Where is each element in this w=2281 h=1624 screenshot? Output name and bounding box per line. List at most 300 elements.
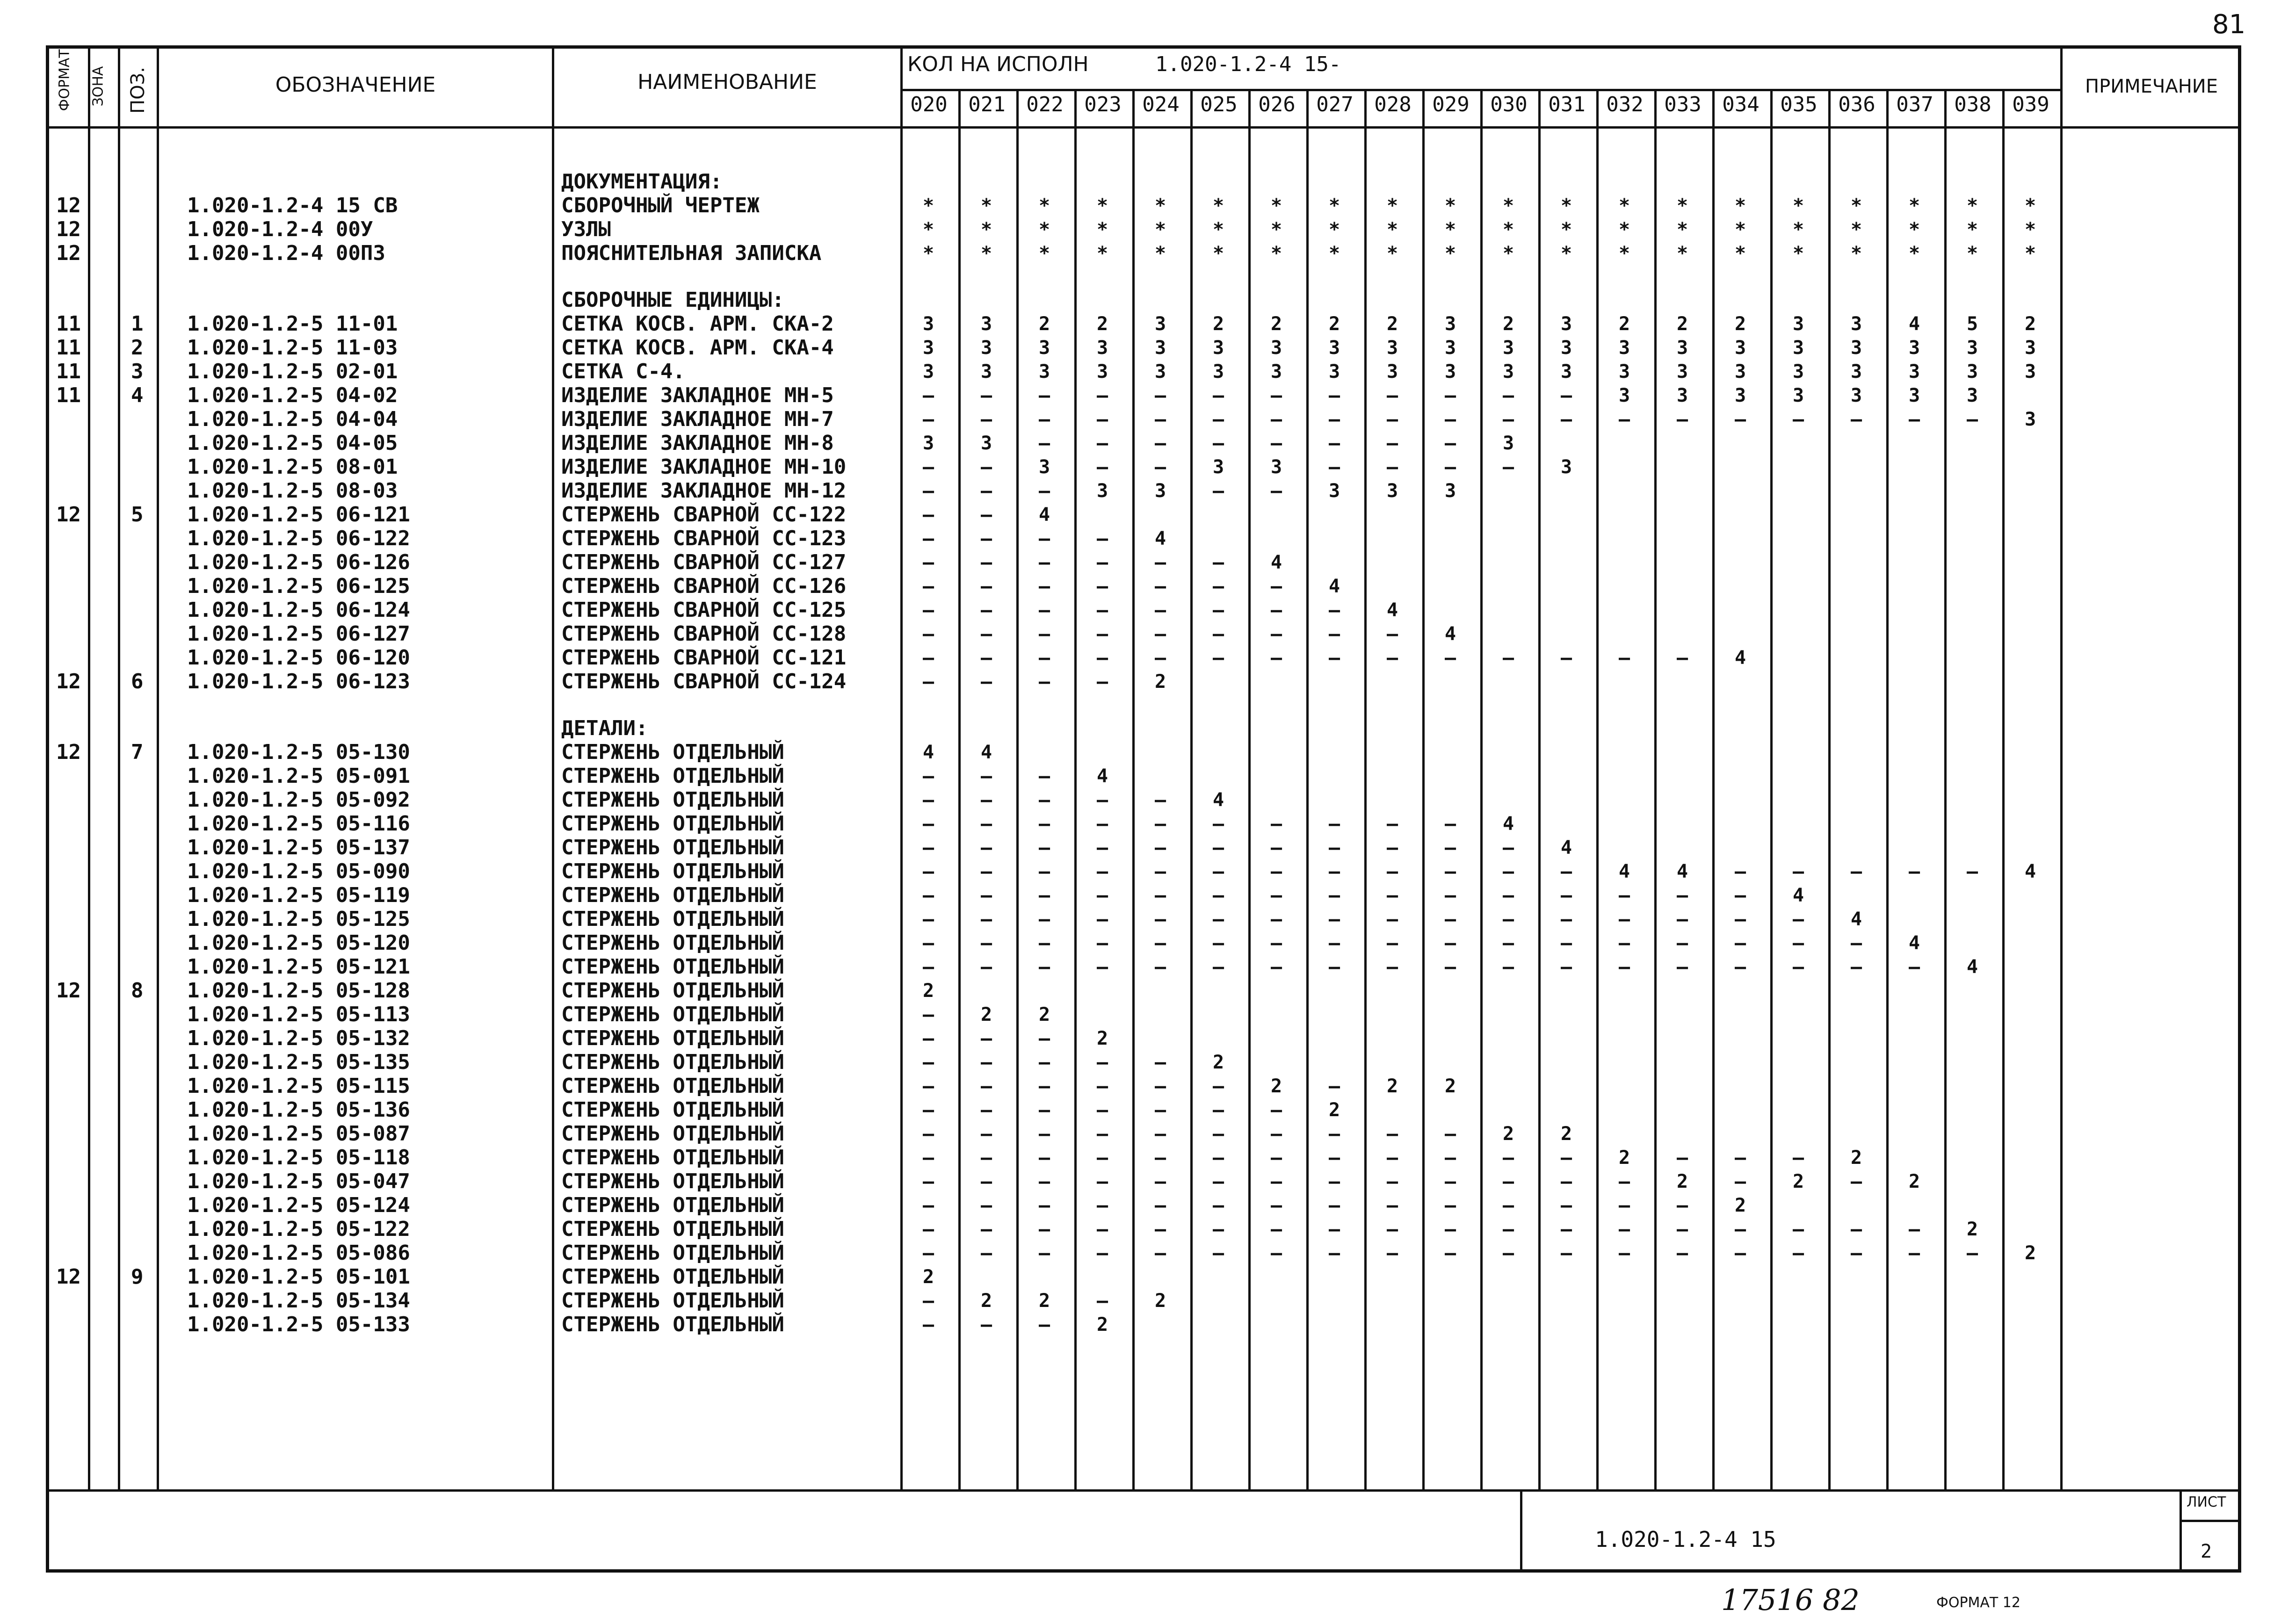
row-format: 11 <box>56 383 81 407</box>
row-qty: – <box>1850 932 1862 954</box>
row-qty: 3 <box>1966 385 1978 406</box>
handwritten-number: 17516 82 <box>1721 1583 1860 1617</box>
row-qty: * <box>1444 243 1456 264</box>
row-designation: 1.020-1.2-5 05-086 <box>187 1241 410 1265</box>
row-qty: – <box>1038 552 1050 573</box>
row-qty: – <box>1386 1147 1398 1169</box>
row-designation: 1.020-1.2-5 04-02 <box>187 383 398 407</box>
row-qty: 4 <box>1096 765 1108 787</box>
row-qty: – <box>1270 1099 1282 1121</box>
row-qty: – <box>1154 1123 1166 1145</box>
row-qty: – <box>980 885 992 906</box>
row-qty: 2 <box>980 1290 992 1312</box>
row-format: 12 <box>56 194 81 217</box>
row-qty: – <box>980 623 992 645</box>
row-qty: – <box>1096 885 1108 906</box>
row-qty: – <box>1444 385 1456 406</box>
row-qty: 3 <box>1850 385 1862 406</box>
row-name: ИЗДЕЛИЕ ЗАКЛАДНОЕ МН-12 <box>561 479 847 503</box>
row-qty: – <box>1154 1075 1166 1097</box>
designation-header: ОБОЗНАЧЕНИЕ <box>275 73 436 97</box>
row-qty: 2 <box>1096 1028 1108 1049</box>
row-qty: 3 <box>980 313 992 335</box>
row-qty: 2 <box>1908 1171 1920 1192</box>
row-qty: – <box>922 1052 934 1073</box>
row-qty: 3 <box>1676 337 1688 359</box>
row-qty: – <box>1096 385 1108 406</box>
row-designation: 1.020-1.2-5 05-135 <box>187 1050 410 1074</box>
row-qty: – <box>1444 647 1456 669</box>
row-qty: – <box>1328 456 1340 478</box>
row-qty: 3 <box>1618 385 1630 406</box>
row-qty: – <box>1038 813 1050 835</box>
row-qty: 5 <box>1966 313 1978 335</box>
row-qty: 3 <box>1212 361 1224 383</box>
footer-divider <box>1520 1489 1522 1573</box>
row-designation: 1.020-1.2-5 05-120 <box>187 931 410 955</box>
row-qty: – <box>1502 909 1514 930</box>
row-qty: – <box>1328 837 1340 859</box>
row-qty: 3 <box>1618 361 1630 383</box>
row-qty: * <box>1908 195 1920 217</box>
row-designation: 1.020-1.2-5 06-122 <box>187 527 410 550</box>
row-qty: – <box>1212 837 1224 859</box>
row-format: 12 <box>56 1265 81 1289</box>
row-qty: * <box>2024 195 2036 217</box>
row-qty: * <box>980 195 992 217</box>
row-qty: – <box>1502 956 1514 978</box>
variant-col-divider <box>1944 89 1947 1490</box>
row-qty: 4 <box>1386 599 1398 621</box>
row-qty: – <box>1502 932 1514 954</box>
row-qty: 2 <box>1038 1004 1050 1025</box>
row-qty: * <box>922 243 934 264</box>
row-name: СТЕРЖЕНЬ СВАРНОЙ СС-125 <box>561 598 847 622</box>
row-qty: * <box>1734 195 1746 217</box>
row-qty: – <box>922 837 934 859</box>
row-qty: * <box>1502 219 1514 240</box>
row-qty: – <box>980 1099 992 1121</box>
row-qty: – <box>1212 1242 1224 1264</box>
row-qty: – <box>1270 861 1282 882</box>
row-qty: – <box>1038 433 1050 454</box>
row-qty: – <box>1038 1123 1050 1145</box>
row-format: 12 <box>56 979 81 1003</box>
row-qty: – <box>1676 1147 1688 1169</box>
row-name: СТЕРЖЕНЬ ОТДЕЛЬНЫЙ <box>561 907 784 931</box>
row-qty: – <box>980 1219 992 1240</box>
row-qty: – <box>1560 385 1572 406</box>
row-qty: – <box>1270 1195 1282 1216</box>
row-qty: 3 <box>1154 337 1166 359</box>
variant-col-divider <box>1480 89 1483 1490</box>
row-qty: 3 <box>1154 361 1166 383</box>
row-qty: – <box>1096 1052 1108 1073</box>
row-qty: 2 <box>1038 313 1050 335</box>
variant-header: 033 <box>1664 93 1702 116</box>
row-qty: * <box>1328 243 1340 264</box>
row-qty: – <box>1038 671 1050 693</box>
row-qty: – <box>980 456 992 478</box>
row-name: СТЕРЖЕНЬ ОТДЕЛЬНЫЙ <box>561 1265 784 1289</box>
row-qty: – <box>1444 456 1456 478</box>
row-qty: – <box>1154 1099 1166 1121</box>
row-qty: 3 <box>1908 361 1920 383</box>
row-qty: – <box>1444 909 1456 930</box>
row-qty: – <box>1270 837 1282 859</box>
row-qty: 3 <box>1966 337 1978 359</box>
row-name: СТЕРЖЕНЬ ОТДЕЛЬНЫЙ <box>561 1050 784 1074</box>
row-designation: 1.020-1.2-5 05-091 <box>187 764 410 788</box>
row-position: 9 <box>131 1265 144 1289</box>
row-qty: 2 <box>1154 671 1166 693</box>
row-qty: – <box>1908 956 1920 978</box>
variant-header: 036 <box>1838 93 1875 116</box>
row-qty: – <box>1154 813 1166 835</box>
row-qty: – <box>1154 385 1166 406</box>
row-qty: – <box>1328 433 1340 454</box>
row-qty: – <box>1270 1242 1282 1264</box>
row-qty: – <box>1328 885 1340 906</box>
row-qty: 4 <box>1792 885 1804 906</box>
footer-sheet-line <box>2180 1520 2241 1522</box>
variant-col-divider <box>1538 89 1541 1490</box>
row-qty: * <box>1560 195 1572 217</box>
row-qty: – <box>1444 433 1456 454</box>
row-qty: – <box>980 599 992 621</box>
row-qty: 4 <box>1850 909 1862 930</box>
row-qty: – <box>1792 861 1804 882</box>
row-qty: – <box>1154 433 1166 454</box>
row-qty: 3 <box>1096 337 1108 359</box>
row-qty: 2 <box>1676 1171 1688 1192</box>
row-qty: – <box>1212 1171 1224 1192</box>
row-qty: – <box>1734 932 1746 954</box>
row-qty: 2 <box>1212 1052 1224 1073</box>
row-qty: – <box>922 623 934 645</box>
row-name: УЗЛЫ <box>561 217 611 241</box>
row-qty: – <box>1038 528 1050 549</box>
row-name: СТЕРЖЕНЬ ОТДЕЛЬНЫЙ <box>561 1026 784 1050</box>
row-designation: 1.020-1.2-5 06-121 <box>187 503 410 527</box>
row-name: СТЕРЖЕНЬ СВАРНОЙ СС-126 <box>561 574 847 598</box>
row-qty: – <box>1850 1242 1862 1264</box>
row-qty: – <box>1328 861 1340 882</box>
variant-header: 027 <box>1316 93 1354 116</box>
row-qty: 3 <box>2024 409 2036 430</box>
row-qty: – <box>980 1028 992 1049</box>
row-qty: 2 <box>1328 1099 1340 1121</box>
row-name: ПОЯСНИТЕЛЬНАЯ ЗАПИСКА <box>561 241 822 265</box>
variant-header: 029 <box>1432 93 1470 116</box>
row-qty: – <box>1096 813 1108 835</box>
row-qty: – <box>1038 623 1050 645</box>
row-name: СЕТКА С-4. <box>561 360 685 383</box>
row-qty: 3 <box>1966 361 1978 383</box>
row-qty: 3 <box>1154 480 1166 502</box>
row-qty: – <box>980 409 992 430</box>
row-qty: – <box>922 480 934 502</box>
row-designation: 1.020-1.2-5 02-01 <box>187 360 398 383</box>
row-qty: – <box>1676 932 1688 954</box>
row-qty: – <box>1038 1147 1050 1169</box>
row-qty: – <box>980 1075 992 1097</box>
row-name: СТЕРЖЕНЬ ОТДЕЛЬНЫЙ <box>561 1146 784 1169</box>
row-qty: – <box>1154 576 1166 597</box>
row-qty: 3 <box>1618 337 1630 359</box>
variant-col-divider <box>1596 89 1599 1490</box>
row-qty: 3 <box>980 337 992 359</box>
row-qty: 3 <box>922 433 934 454</box>
row-qty: – <box>1212 1075 1224 1097</box>
row-qty: – <box>1850 1171 1862 1192</box>
row-qty: – <box>1328 1147 1340 1169</box>
row-qty: – <box>980 1052 992 1073</box>
col-divider <box>2060 45 2063 1490</box>
row-qty: – <box>922 1147 934 1169</box>
row-qty: – <box>1386 1242 1398 1264</box>
row-qty: – <box>1386 885 1398 906</box>
row-qty: 3 <box>1038 337 1050 359</box>
row-qty: – <box>922 576 934 597</box>
row-qty: – <box>1212 885 1224 906</box>
row-designation: 1.020-1.2-5 08-03 <box>187 479 398 503</box>
row-qty: – <box>1618 1195 1630 1216</box>
row-qty: – <box>1444 1242 1456 1264</box>
row-qty: – <box>980 1171 992 1192</box>
row-qty: 2 <box>2024 1242 2036 1264</box>
row-qty: * <box>1386 195 1398 217</box>
row-qty: 3 <box>1502 337 1514 359</box>
row-position: 6 <box>131 670 144 693</box>
row-qty: 2 <box>1502 1123 1514 1145</box>
row-qty: 3 <box>1792 361 1804 383</box>
row-qty: – <box>1096 671 1108 693</box>
row-qty: 3 <box>1850 313 1862 335</box>
row-qty: 2 <box>1734 1195 1746 1216</box>
row-qty: – <box>922 813 934 835</box>
row-qty: – <box>1966 1242 1978 1264</box>
row-qty: 3 <box>1908 385 1920 406</box>
row-qty: – <box>1850 409 1862 430</box>
row-qty: * <box>1792 219 1804 240</box>
row-position: 7 <box>131 740 144 764</box>
row-qty: * <box>1850 219 1862 240</box>
row-qty: – <box>1676 885 1688 906</box>
row-qty: – <box>1676 956 1688 978</box>
row-name: СТЕРЖЕНЬ ОТДЕЛЬНЫЙ <box>561 1122 784 1146</box>
row-qty: 2 <box>1038 1290 1050 1312</box>
row-qty: – <box>1792 409 1804 430</box>
variant-header: 022 <box>1026 93 1064 116</box>
format-header: ФОРМАТ <box>56 49 73 111</box>
row-designation: 1.020-1.2-5 05-121 <box>187 955 410 979</box>
row-qty: – <box>1502 1171 1514 1192</box>
row-qty: – <box>980 909 992 930</box>
row-qty: – <box>1560 909 1572 930</box>
row-qty: – <box>1038 1219 1050 1240</box>
row-qty: – <box>980 576 992 597</box>
row-qty: 2 <box>1270 313 1282 335</box>
row-qty: – <box>980 837 992 859</box>
row-name: СЕТКА КОСВ. АРМ. СКА-2 <box>561 312 834 336</box>
row-qty: 3 <box>1386 480 1398 502</box>
row-name: СТЕРЖЕНЬ ОТДЕЛЬНЫЙ <box>561 1169 784 1193</box>
row-qty: – <box>1096 1290 1108 1312</box>
row-position: 4 <box>131 383 144 407</box>
row-qty: 3 <box>1444 480 1456 502</box>
row-qty: * <box>1154 219 1166 240</box>
row-qty: 3 <box>1328 361 1340 383</box>
row-qty: 3 <box>1328 480 1340 502</box>
row-name: СБОРОЧНЫЙ ЧЕРТЕЖ <box>561 194 760 217</box>
row-qty: – <box>1154 409 1166 430</box>
row-name: ИЗДЕЛИЕ ЗАКЛАДНОЕ МН-5 <box>561 383 834 407</box>
variant-col-divider <box>1422 89 1425 1490</box>
row-qty: * <box>1850 243 1862 264</box>
row-qty: – <box>1212 861 1224 882</box>
row-qty: – <box>1038 409 1050 430</box>
row-qty: 3 <box>980 361 992 383</box>
row-qty: – <box>1734 1147 1746 1169</box>
row-qty: – <box>1618 1171 1630 1192</box>
row-qty: 2 <box>1792 1171 1804 1192</box>
row-qty: – <box>1502 837 1514 859</box>
row-qty: – <box>1792 1242 1804 1264</box>
row-qty: – <box>922 789 934 811</box>
row-qty: – <box>1154 837 1166 859</box>
row-qty: – <box>1270 1219 1282 1240</box>
row-qty: – <box>980 1123 992 1145</box>
row-designation: 1.020-1.2-4 00ПЗ <box>187 241 385 265</box>
row-name: СТЕРЖЕНЬ ОТДЕЛЬНЫЙ <box>561 1241 784 1265</box>
row-qty: – <box>1038 1075 1050 1097</box>
row-designation: 1.020-1.2-5 05-132 <box>187 1026 410 1050</box>
row-qty: – <box>922 409 934 430</box>
row-qty: – <box>1212 1219 1224 1240</box>
row-qty: – <box>922 504 934 526</box>
row-name: СТЕРЖЕНЬ ОТДЕЛЬНЫЙ <box>561 883 784 907</box>
row-qty: – <box>1676 409 1688 430</box>
row-qty: 3 <box>1792 385 1804 406</box>
row-qty: – <box>922 1290 934 1312</box>
row-qty: – <box>1038 837 1050 859</box>
row-qty: – <box>1096 1099 1108 1121</box>
row-qty: * <box>1270 243 1282 264</box>
row-qty: 4 <box>1212 789 1224 811</box>
row-qty: * <box>1560 219 1572 240</box>
row-qty: 3 <box>1444 337 1456 359</box>
row-qty: – <box>1096 1242 1108 1264</box>
row-qty: * <box>1502 195 1514 217</box>
row-qty: – <box>1154 1052 1166 1073</box>
row-qty: – <box>922 1195 934 1216</box>
row-qty: – <box>1212 599 1224 621</box>
row-qty: 3 <box>1270 456 1282 478</box>
row-qty: – <box>1096 1195 1108 1216</box>
row-designation: 1.020-1.2-5 04-05 <box>187 431 398 455</box>
row-qty: – <box>1676 1219 1688 1240</box>
variant-header: 039 <box>2012 93 2049 116</box>
row-qty: 3 <box>1734 361 1746 383</box>
row-qty: – <box>1212 1195 1224 1216</box>
row-qty: 2 <box>1212 313 1224 335</box>
row-qty: – <box>1270 1147 1282 1169</box>
variant-col-divider <box>1770 89 1773 1490</box>
row-qty: 3 <box>922 361 934 383</box>
row-qty: – <box>1502 456 1514 478</box>
row-qty: 3 <box>922 313 934 335</box>
row-qty: – <box>922 1075 934 1097</box>
row-designation: 1.020-1.2-5 11-01 <box>187 312 398 336</box>
row-qty: – <box>1270 480 1282 502</box>
row-qty: – <box>1386 1195 1398 1216</box>
row-qty: * <box>1038 195 1050 217</box>
row-qty: – <box>1444 837 1456 859</box>
row-qty: – <box>1328 599 1340 621</box>
row-qty: – <box>980 813 992 835</box>
row-qty: – <box>1560 1219 1572 1240</box>
variant-col-divider <box>1712 89 1715 1490</box>
row-qty: – <box>1618 409 1630 430</box>
row-designation: 1.020-1.2-5 06-125 <box>187 574 410 598</box>
row-qty: – <box>1154 1171 1166 1192</box>
row-qty: * <box>1154 195 1166 217</box>
row-name: СТЕРЖЕНЬ ОТДЕЛЬНЫЙ <box>561 1313 784 1336</box>
row-qty: – <box>1502 1147 1514 1169</box>
row-designation: 1.020-1.2-5 05-047 <box>187 1169 410 1193</box>
row-qty: * <box>1212 219 1224 240</box>
row-qty: – <box>1038 861 1050 882</box>
row-qty: – <box>922 909 934 930</box>
row-qty: – <box>980 1147 992 1169</box>
row-qty: 3 <box>922 337 934 359</box>
row-designation: 1.020-1.2-5 05-118 <box>187 1146 410 1169</box>
row-qty: – <box>1270 385 1282 406</box>
row-qty: 4 <box>980 742 992 763</box>
row-format: 12 <box>56 241 81 265</box>
row-qty: – <box>1734 409 1746 430</box>
row-qty: * <box>1734 219 1746 240</box>
row-name: ИЗДЕЛИЕ ЗАКЛАДНОЕ МН-7 <box>561 407 834 431</box>
row-qty: 4 <box>1676 861 1688 882</box>
row-designation: 1.020-1.2-5 05-122 <box>187 1217 410 1241</box>
variant-header: 021 <box>968 93 1006 116</box>
row-qty: – <box>1038 885 1050 906</box>
row-qty: – <box>1444 885 1456 906</box>
row-qty: – <box>1270 576 1282 597</box>
row-qty: 3 <box>1850 337 1862 359</box>
variant-col-divider <box>1364 89 1367 1490</box>
row-name: СТЕРЖЕНЬ ОТДЕЛЬНЫЙ <box>561 1074 784 1098</box>
row-designation: 1.020-1.2-5 05-134 <box>187 1289 410 1313</box>
row-qty: – <box>922 671 934 693</box>
row-qty: * <box>922 219 934 240</box>
row-name: СТЕРЖЕНЬ ОТДЕЛЬНЫЙ <box>561 955 784 979</box>
row-qty: – <box>980 765 992 787</box>
row-qty: – <box>1328 909 1340 930</box>
row-qty: – <box>922 647 934 669</box>
row-qty: – <box>1502 861 1514 882</box>
row-qty: 4 <box>1908 313 1920 335</box>
footer-divider <box>2180 1489 2182 1573</box>
variant-col-divider <box>1248 89 1251 1490</box>
row-qty: – <box>1502 1242 1514 1264</box>
row-qty: * <box>1038 219 1050 240</box>
row-qty: – <box>1154 552 1166 573</box>
variant-col-divider <box>2002 89 2005 1490</box>
row-qty: – <box>1444 1195 1456 1216</box>
